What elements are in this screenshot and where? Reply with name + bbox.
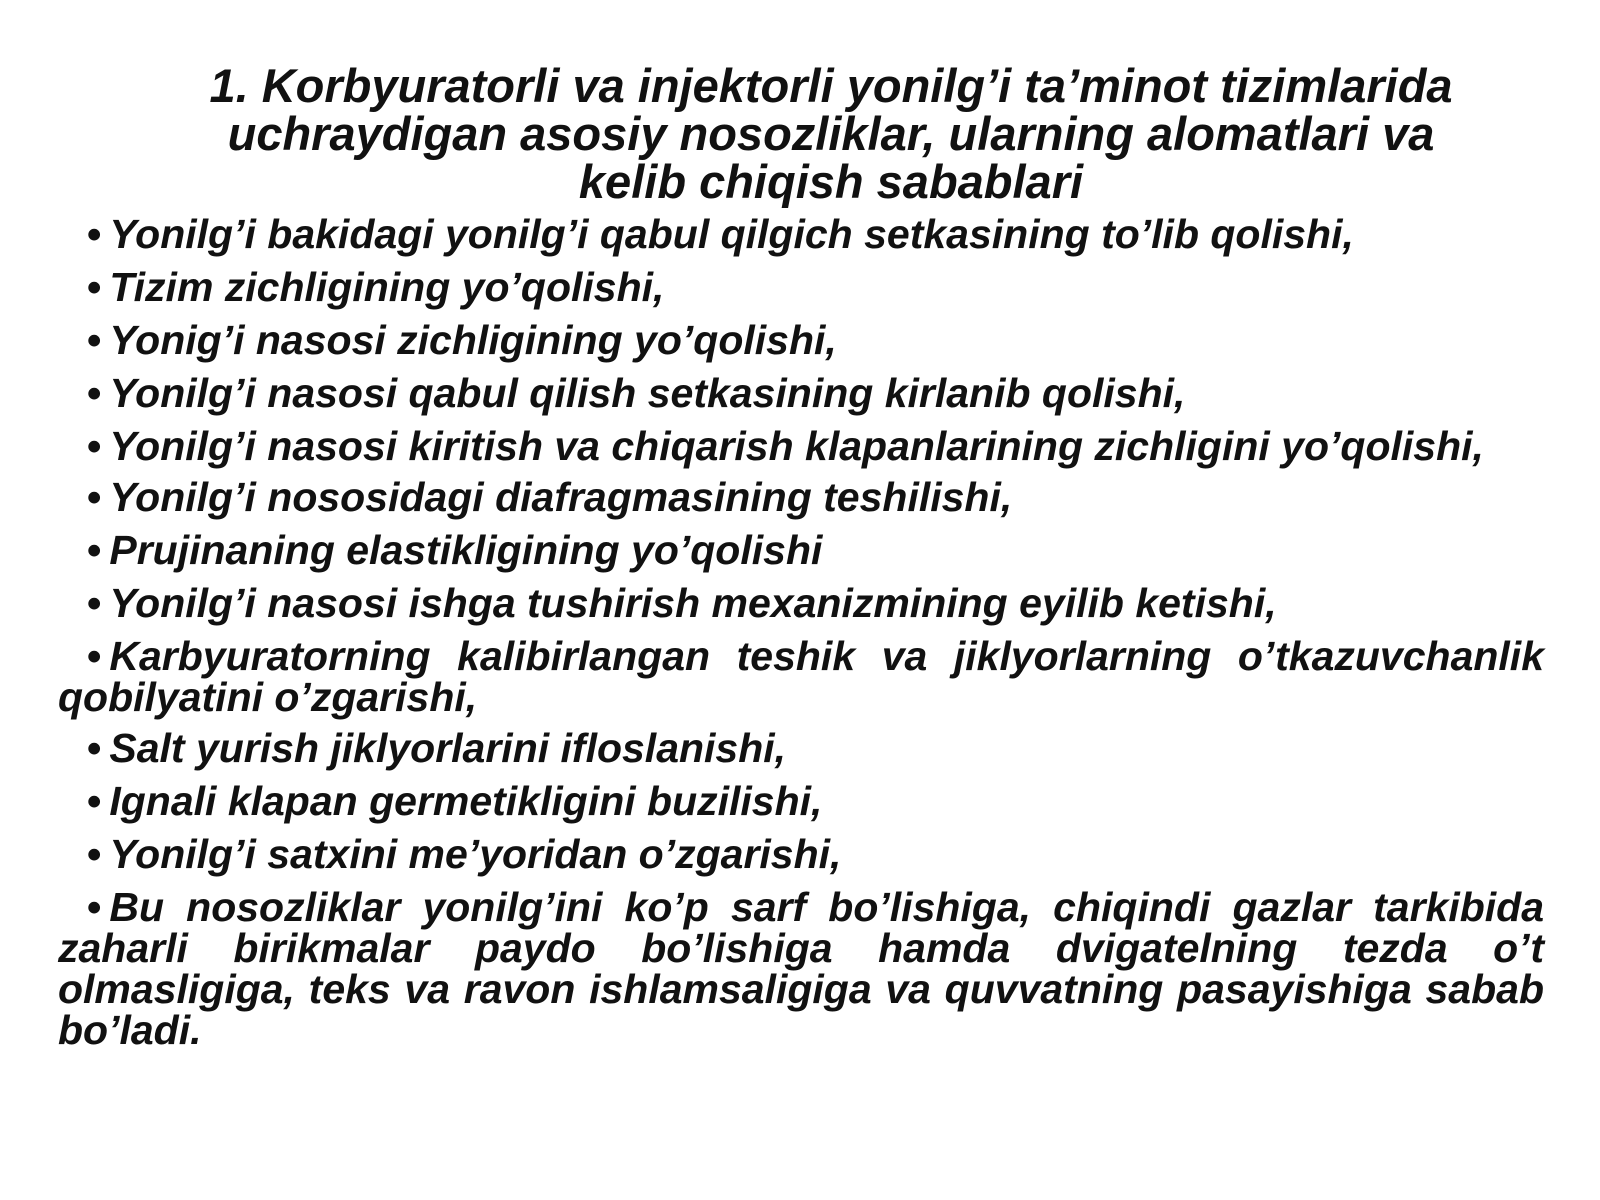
- slide: [58, 59, 1544, 1061]
- bullet-icon: •: [87, 370, 102, 416]
- bullet-icon: •: [87, 317, 102, 363]
- list-item: [58, 211, 1544, 257]
- list-item: [58, 370, 1544, 416]
- bullet-icon: •: [87, 474, 102, 520]
- title-line-3: kelib chiqish sabablari: [578, 155, 1084, 208]
- bullet-icon: •: [87, 633, 102, 679]
- list-item-text: Ignali klapan germetikligini buzilishi,: [109, 778, 823, 824]
- list-item: [58, 474, 1544, 520]
- list-item: [58, 633, 1544, 720]
- list-item-text: Bu nosozliklar yonilg’ini ko’p sarf bo’lishiga, chiqindi gazlar tarkibida zaharli birikmalar paydo bo’lishiga hamda dvigatelning tezda o’t olmasligiga, teks va ravon ishlamsaligiga va quvvatning pasayishiga sabab bo’ladi.: [58, 884, 1544, 1053]
- bullet-icon: •: [87, 884, 102, 930]
- list-item-text: Yonilg’i nasosi kiritish va chiqarish klapanlarining zichligini yo’qolishi,: [109, 423, 1484, 469]
- bullet-icon: •: [87, 778, 102, 824]
- list-item-text: Tizim zichligining yo’qolishi,: [109, 264, 665, 310]
- list-item-summary: [58, 884, 1544, 1053]
- list-item: [58, 778, 1544, 824]
- bullet-icon: •: [87, 423, 102, 469]
- list-item-text: Yonilg’i nasosi ishga tushirish mexanizmining eyilib ketishi,: [109, 580, 1277, 626]
- bullet-icon: •: [87, 831, 102, 877]
- list-item: [58, 725, 1544, 771]
- list-item-text: Yonig’i nasosi zichligining yo’qolishi,: [109, 317, 837, 363]
- bullet-icon: •: [87, 264, 102, 310]
- title-line-1: 1. Korbyuratorli va injektorli yonilg’i ta’minot tizimlarida: [209, 59, 1453, 112]
- bullet-icon: •: [87, 527, 102, 573]
- list-item-text: Prujinaning elastikligining yo’qolishi: [109, 527, 823, 573]
- list-item-text: Karbyuratorning kalibirlangan teshik va jiklyorlarning o’tkazuvchanlik qobilyatini o’zgarishi,: [58, 633, 1544, 720]
- bullet-list: [58, 211, 1544, 1053]
- list-item: [58, 527, 1544, 573]
- list-item-text: Yonilg’i nososidagi diafragmasining teshilishi,: [109, 474, 1013, 520]
- list-item-text: Yonilg’i nasosi qabul qilish setkasining kirlanib qolishi,: [109, 370, 1186, 416]
- bullet-icon: •: [87, 580, 102, 626]
- list-item: [58, 264, 1544, 310]
- slide-title: [58, 59, 1544, 208]
- list-item: [58, 580, 1544, 626]
- list-item-text: Yonilg’i satxini me’yoridan o’zgarishi,: [109, 831, 842, 877]
- list-item-text: Salt yurish jiklyorlarini ifloslanishi,: [109, 725, 787, 771]
- list-item: [58, 831, 1544, 877]
- bullet-icon: •: [87, 211, 102, 257]
- list-item: [58, 317, 1544, 363]
- list-item: [58, 423, 1544, 469]
- title-line-2: uchraydigan asosiy nosozliklar, ularning alomatlari va: [227, 107, 1435, 160]
- list-item-text: Yonilg’i bakidagi yonilg’i qabul qilgich setkasining to’lib qolishi,: [109, 211, 1354, 257]
- bullet-icon: •: [87, 725, 102, 771]
